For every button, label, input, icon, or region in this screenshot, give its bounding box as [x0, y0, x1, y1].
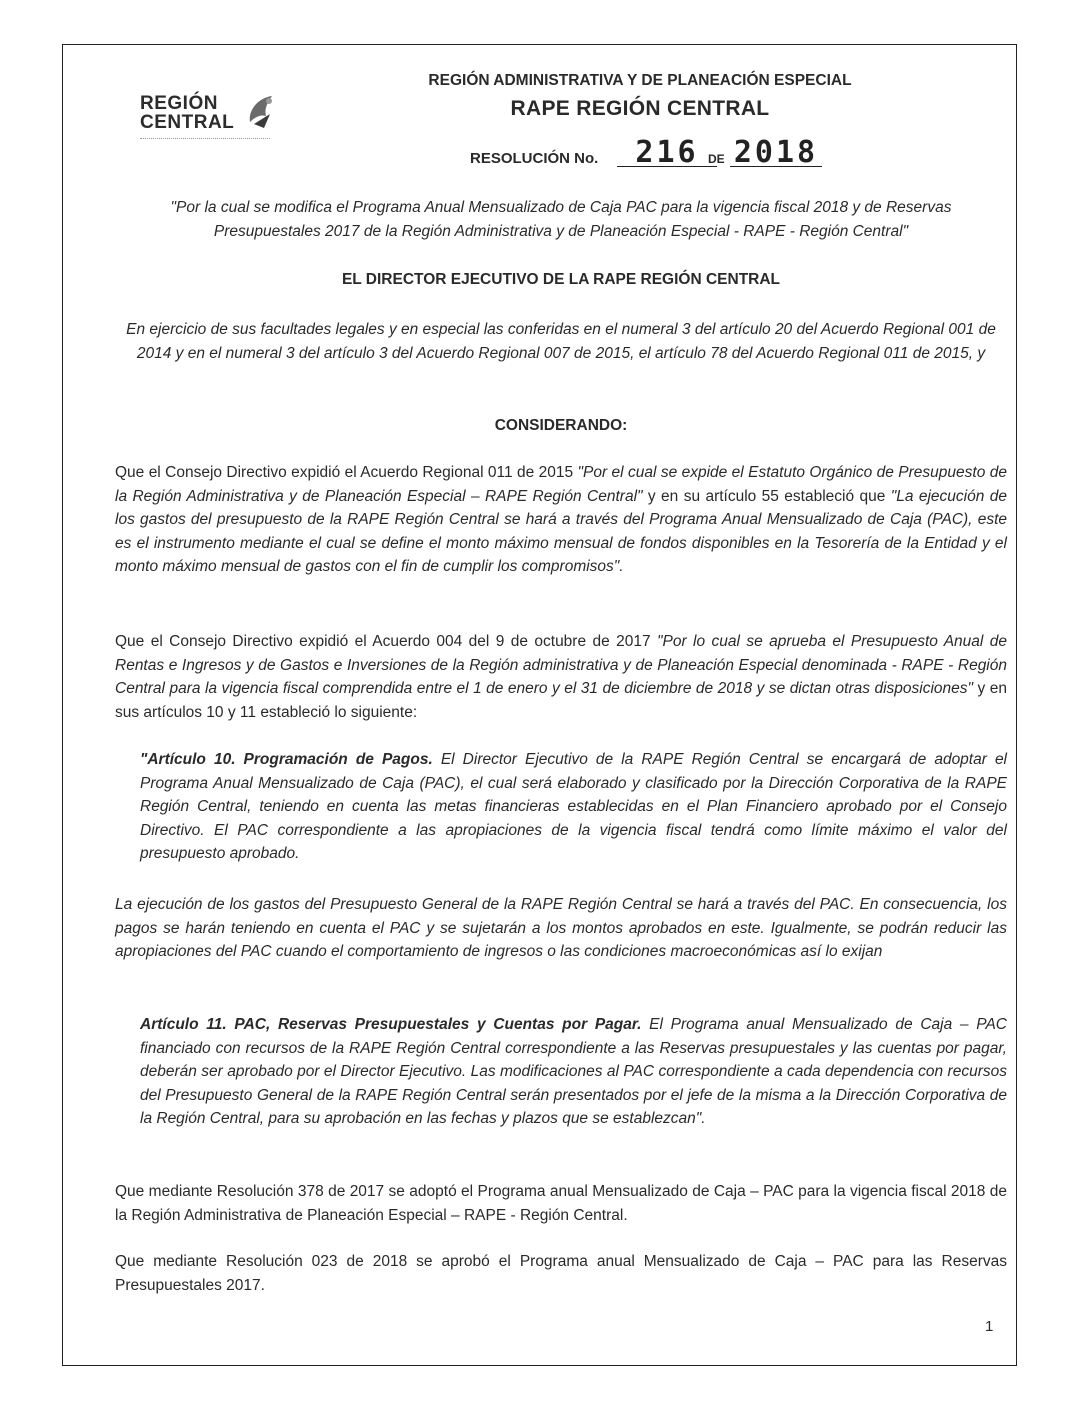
logo-tagline [140, 138, 270, 142]
article-11-title: Artículo 11. PAC, Reservas Presupuestales y Cuentas por Pagar. [140, 1016, 642, 1033]
considering-heading: CONSIDERANDO: [494, 417, 628, 434]
director-heading: EL DIRECTOR EJECUTIVO DE LA RAPE REGIÓN CENTRAL [341, 271, 781, 288]
resolution-subject: "Por la cual se modifica el Programa Anual Mensualizado de Caja PAC para la vigencia fiscal 2018 y de Reservas Presupuestales 2017 de la Región Administrativa y de Planeación Especial - RAPE - Región Central" [170, 199, 952, 240]
resolution-number-line [470, 135, 850, 170]
resolution-label: RESOLUCIÓN No. [470, 150, 599, 167]
resolution-year: 2018 [730, 140, 822, 167]
considering-paragraph-2: Que el Consejo Directivo expidió el Acuerdo 004 del 9 de octubre de 2017 "Por lo cual se aprueba el Presupuesto Anual de Rentas e Ingresos y de Gastos e Inversiones de la Región administrativa y de Planeación Especial denominada - RAPE - Región Central para la vigencia fiscal comprendida entre el 1 de enero y el 31 de diciembre de 2018 y se dictan otras disposiciones" y en sus artículos 10 y 11 estableció lo siguiente: [115, 633, 1007, 721]
organization-title: REGIÓN ADMINISTRATIVA Y DE PLANEACIÓN ESPECIAL [428, 72, 852, 89]
considering-paragraph-4: Que mediante Resolución 378 de 2017 se adoptó el Programa anual Mensualizado de Caja – PAC para la vigencia fiscal 2018 de la Región Administrativa de Planeación Especial – RAPE - Región Central. [115, 1183, 1007, 1224]
resolution-number: 216 [617, 140, 717, 167]
considering-paragraph-3: La ejecución de los gastos del Presupuesto General de la RAPE Región Central se hará a través del PAC. En consecuencia, los pagos se harán teniendo en cuenta el PAC y se sujetarán a los montos aprobados en este. Igualmente, se podrán reducir las apropiaciones del PAC cuando el comportamiento de ingresos o las condiciones macroeconómicas así lo exijan [115, 896, 1007, 960]
entity-title: RAPE REGIÓN CENTRAL [510, 97, 770, 120]
article-11-quote: Artículo 11. PAC, Reservas Presupuestales y Cuentas por Pagar. El Programa anual Mensualizado de Caja – PAC financiado con recursos de la RAPE Región Central correspondiente a las Reservas presupuestales y las cuentas por pagar, deberán ser aprobado por el Director Ejecutivo. Las modificaciones al PAC correspondiente a cada dependencia con recursos del Presupuesto General de la RAPE Región Central serán presentados por el jefe de la misma a la Dirección Corporativa de la Región Central, para su aprobación en las fechas y plazos que se establezcan". [140, 1016, 1007, 1127]
faculties-paragraph: En ejercicio de sus facultades legales y en especial las conferidas en el numeral 3 del artículo 20 del Acuerdo Regional 001 de 2014 y en el numeral 3 del artículo 3 del Acuerdo Regional 007 de 2015, el artículo 78 del Acuerdo Regional 011 de 2015, y [126, 321, 996, 362]
considering-paragraph-5: Que mediante Resolución 023 de 2018 se aprobó el Programa anual Mensualizado de Caja – PAC para las Reservas Presupuestales 2017. [115, 1253, 1007, 1294]
article-10-quote: "Artículo 10. Programación de Pagos. El Director Ejecutivo de la RAPE Región Central se encargará de adoptar el Programa Anual Mensualizado de Caja (PAC), el cual será elaborado y clasificado por la Dirección Corporativa de la RAPE Región Central, teniendo en cuenta las metas financieras establecidas en el Plan Financiero aprobado por el Consejo Directivo. El PAC correspondiente a las apropiaciones de la vigencia fiscal tendrá como límite máximo el valor del presupuesto aprobado. [140, 751, 1008, 862]
article-10-title: "Artículo 10. Programación de Pagos. [140, 751, 433, 768]
page-number: 1 [985, 1318, 994, 1335]
region-central-logo [140, 92, 290, 154]
considering-paragraph-1: Que el Consejo Directivo expidió el Acuerdo Regional 011 de 2015 "Por el cual se expide el Estatuto Orgánico de Presupuesto de la Región Administrativa y de Planeación Especial – RAPE Región Central" y en su artículo 55 estableció que "La ejecución de los gastos del presupuesto de la RAPE Región Central se hará a través del Programa Anual Mensualizado de Caja (PAC), este es el instrumento mediante el cual se define el monto máximo mensual de fondos disponibles en la Tesorería de la Entidad y el monto máximo mensual de gastos con el fin de cumplir los compromisos". [115, 464, 1007, 575]
logo-emblem-icon [244, 92, 278, 132]
logo-wordmark: REGIÓN CENTRAL [140, 93, 235, 133]
resolution-de: DE [708, 152, 725, 166]
